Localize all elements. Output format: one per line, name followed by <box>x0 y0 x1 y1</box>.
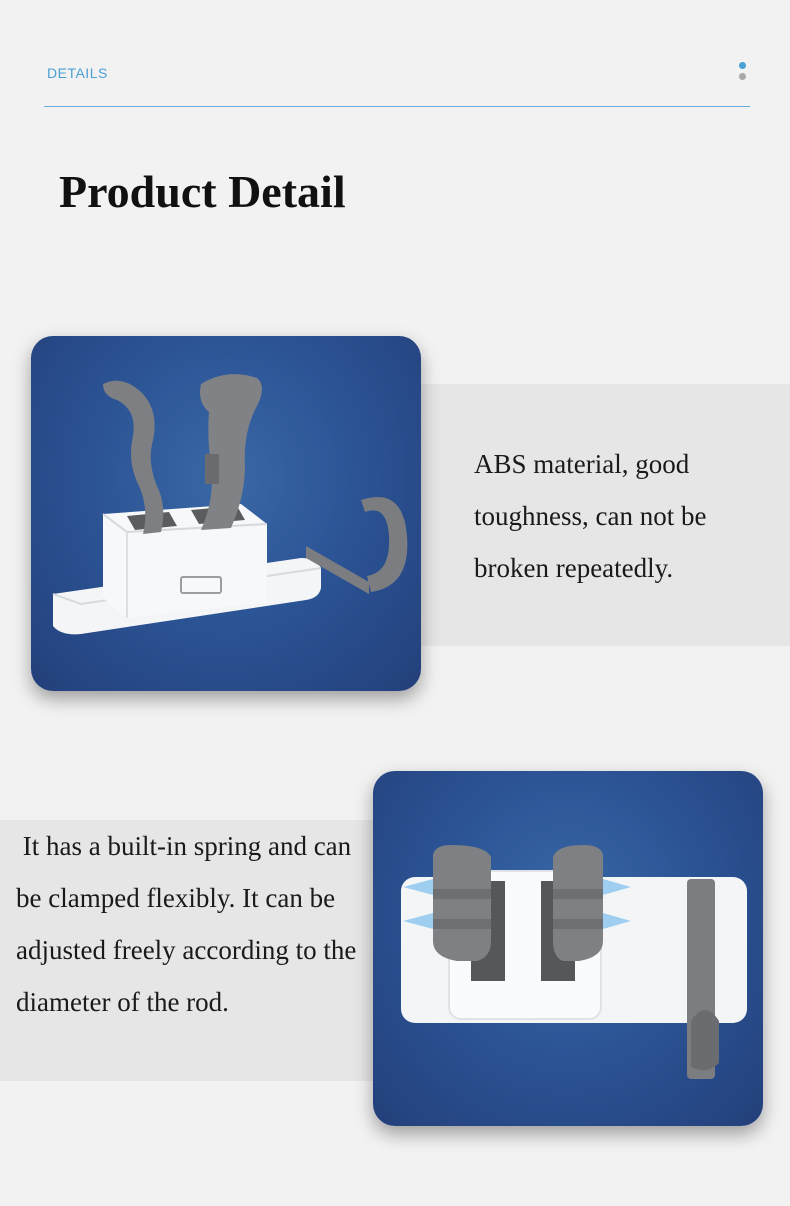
page-title: Product Detail <box>59 166 346 217</box>
dot-inactive <box>739 73 746 80</box>
dot-menu-icon[interactable] <box>739 62 747 84</box>
description-material: ABS material, good toughness, can not be broken repeatedly. <box>474 449 707 583</box>
header-divider <box>44 106 750 107</box>
header-label: DETAILS <box>47 65 108 81</box>
product-image-top <box>373 771 763 1126</box>
description-spring: It has a built-in spring and can be clamped flexibly. It can be adjusted freely according to the diameter of the rod. <box>16 831 364 1017</box>
dot-active <box>739 62 746 69</box>
product-image-side <box>31 336 421 691</box>
